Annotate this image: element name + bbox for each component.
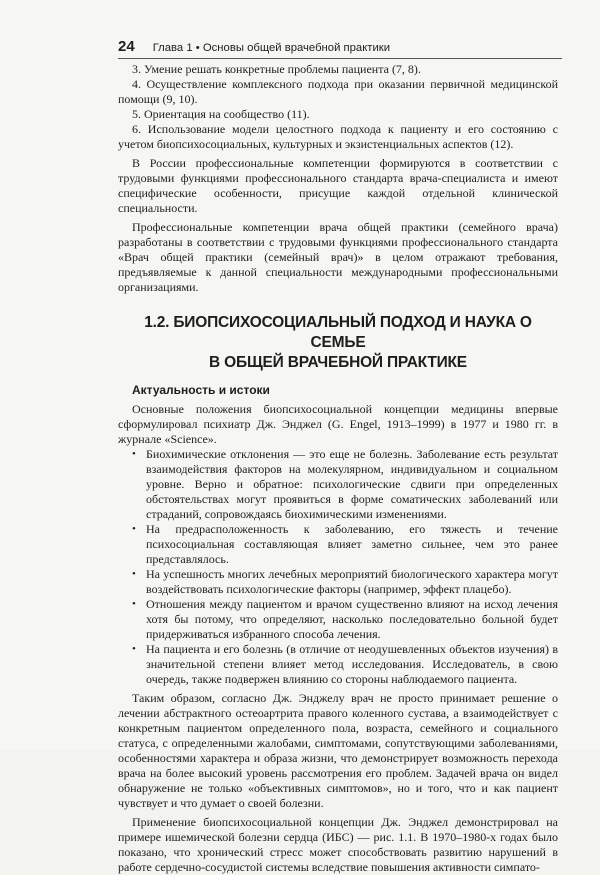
bullet-icon: • [132,598,136,610]
bullet-icon: • [132,643,136,655]
list-item [118,567,558,597]
bullet-text: На пациента и его болезнь (в отличие от неодушевленных объектов изучения) в значительной степени влияет метод исследования. Исследователь, в свою очередь, также подвержен влиянию со стороны наблюдаемого пациента. [146,642,558,686]
header-divider [118,58,562,59]
list-item [118,642,558,687]
list-item [118,522,558,567]
list-item [118,597,558,642]
section-title-line: 1.2. БИОПСИХОСОЦИАЛЬНЫЙ ПОДХОД И НАУКА О СЕМЬЕ [144,314,532,351]
bullet-icon: • [132,448,136,460]
section-title-line: В ОБЩЕЙ ВРАЧЕБНОЙ ПРАКТИКЕ [209,354,467,371]
numbered-item: 6. Использование модели целостного подхода к пациенту и его состоянию с учетом биопсихосоциальных, культурных и экзистенциальных аспектов (12). [118,122,558,151]
page-body [118,62,558,875]
subheading: Актуальность и истоки [132,383,270,397]
numbered-item: 4. Осуществление комплексного подхода при оказании первичной медицинской помощи (9, 10). [118,77,558,106]
paragraph: Применение биопсихосоциальной концепции Дж. Энджел демонстрировал на примере ишемической болезни сердца (ИБС) — рис. 1.1. В 1970–1980-х годах было показано, что хронический стресс может способствовать развитию нарушений в работе сердечно-сосудистой системы вследствие повышения активности симпато- [118,815,558,874]
chapter-title: Глава 1 • Основы общей врачебной практики [152,42,391,54]
numbered-item: 5. Ориентация на сообщество (11). [132,107,310,121]
paragraph: Профессиональные компетенции врача общей практики (семейного врача) разработаны в соответствии с трудовыми функциями профессионального стандарта «Врач общей практики (семейный врач)» в целом отражают требования, предъявляемые к данной специальности международными профессиональными организациями. [118,220,558,294]
page-number: 24 [118,38,135,55]
bullet-text: Отношения между пациентом и врачом существенно влияют на исход лечения хотя бы потому, что определяют, насколько последовательно больной будет придерживаться избранного способа лечения. [146,597,558,641]
running-header [118,38,560,56]
bullet-text: Биохимические отклонения — это еще не болезнь. Заболевание есть результат взаимодействия факторов на молекулярном, индивидуальном и социальном уровне. Верно и обратное: психологические сдвиги при определенных обстоятельствах могут проявиться в форме соматических заболеваний или страданий, сопровождаясь биохимическими изменениями. [146,447,558,521]
bullet-list [118,447,558,687]
numbered-item: 3. Умение решать конкретные проблемы пациента (7, 8). [132,62,421,76]
paragraph: Таким образом, согласно Дж. Энджелу врач не просто принимает решение о лечении абстрактного остеоартрита правого коленного сустава, а взаимодействует с конкретным пациентом определенного пола, возраста, семейного и социального статуса, с определенными жалобами, симптомами, сопутствующими заболеваниями, особенностями характера и образа жизни, что демонстрирует возможность перехода врача на более высокий уровень рассмотрения его проблем. Задачей врача он видел обнаружение не только «объективных симптомов», но и того, что и как пациент чувствует и что думает о своей болезни. [118,691,558,810]
bullet-text: На предрасположенность к заболеванию, его тяжесть и течение психосоциальная составляющая влияет заметно сильнее, чем это ранее представлялось. [146,522,558,566]
section-title [118,313,558,373]
paragraph: В России профессиональные компетенции формируются в соответствии с трудовыми функциями профессионального стандарта врача-специалиста и имеют специфические особенности, присущие каждой отдельной клинической специальности. [118,156,558,215]
bullet-icon: • [132,568,136,580]
list-item [118,447,558,522]
paragraph: Основные положения биопсихосоциальной концепции медицины впервые сформулировал психиатр Дж. Энджел (G. Engel, 1913–1999) в 1977 и 1980 гг. в журнале «Science». [118,402,558,446]
bullet-text: На успешность многих лечебных мероприятий биологического характера могут воздействовать психологические факторы (например, эффект плацебо). [146,567,558,596]
bullet-icon: • [132,523,136,535]
